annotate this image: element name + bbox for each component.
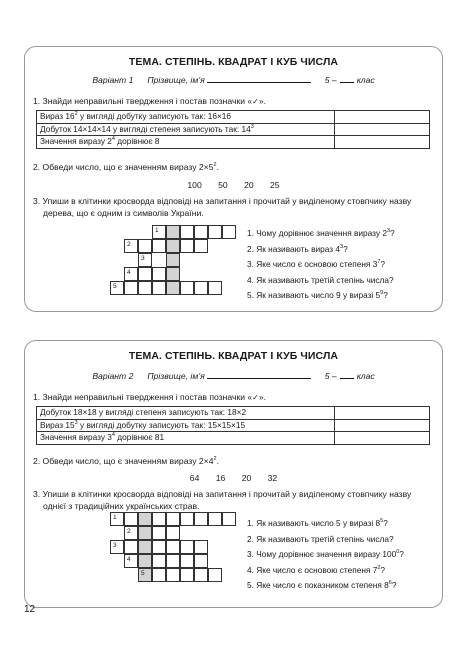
worksheet-variant-2 bbox=[24, 340, 443, 608]
crossword-cell[interactable] bbox=[194, 568, 208, 582]
crossword-cell[interactable] bbox=[180, 512, 194, 526]
crossword-questions bbox=[247, 227, 395, 305]
worksheet-title: ТЕМА. СТЕПІНЬ. КВАДРАТ І КУБ ЧИСЛА bbox=[128, 56, 339, 68]
surname-label: Прізвище, ім’я bbox=[147, 371, 205, 381]
mark-cell[interactable] bbox=[335, 136, 430, 149]
surname-field[interactable] bbox=[207, 370, 311, 379]
grade-suffix: клас bbox=[356, 371, 375, 381]
crossword-question: 2. Як називають третій степінь числа? bbox=[247, 533, 394, 544]
crossword-question: 3. Чому дорівнює значення виразу $100^0$? bbox=[247, 549, 404, 559]
crossword-highlight-cell[interactable] bbox=[166, 239, 180, 253]
crossword-highlight-cell[interactable] bbox=[166, 267, 180, 281]
question-1: 1. Знайди неправильні твердження і постав позначки «✓». bbox=[33, 392, 267, 402]
mark-cell[interactable] bbox=[335, 419, 430, 432]
crossword-cell[interactable] bbox=[138, 281, 152, 295]
crossword-cell[interactable] bbox=[152, 281, 166, 295]
mark-cell[interactable] bbox=[335, 432, 430, 445]
grade-suffix: клас bbox=[356, 75, 375, 85]
statements-table bbox=[36, 406, 430, 445]
crossword-cell[interactable] bbox=[152, 554, 166, 568]
crossword-cell[interactable] bbox=[166, 526, 180, 540]
crossword-cell[interactable]: 2 bbox=[124, 239, 138, 253]
crossword-cell[interactable]: 5 bbox=[110, 281, 124, 295]
crossword-cell[interactable] bbox=[166, 512, 180, 526]
crossword-highlight-cell[interactable] bbox=[138, 526, 152, 540]
crossword-cell[interactable] bbox=[180, 568, 194, 582]
crossword-cell[interactable] bbox=[152, 540, 166, 554]
crossword-cell[interactable] bbox=[208, 568, 222, 582]
crossword-cell[interactable] bbox=[124, 512, 138, 526]
variant-line bbox=[25, 370, 442, 381]
crossword-cell[interactable]: 1 bbox=[152, 225, 166, 239]
crossword-cell[interactable] bbox=[208, 225, 222, 239]
grade-field[interactable] bbox=[340, 74, 354, 83]
crossword-cell[interactable] bbox=[152, 267, 166, 281]
worksheet-title: ТЕМА. СТЕПІНЬ. КВАДРАТ І КУБ ЧИСЛА bbox=[128, 350, 339, 362]
crossword-question: 4. Як називають третій степінь числа? bbox=[247, 274, 394, 285]
page-number: 12 bbox=[24, 604, 36, 615]
crossword-cell[interactable] bbox=[180, 554, 194, 568]
crossword-cell[interactable] bbox=[138, 267, 152, 281]
mark-cell[interactable] bbox=[335, 407, 430, 420]
check-icon: ✓ bbox=[252, 393, 259, 402]
statement-text: Добуток 18×18 у вигляді степеня записують так: 18×2 bbox=[37, 407, 335, 420]
statement-text: Вираз $16^2$ у вигляді добутку записують так: 16×16 bbox=[37, 111, 335, 124]
table-row bbox=[37, 136, 430, 149]
crossword-question: 5. Яке число є показником степеня $8^6$? bbox=[247, 580, 397, 590]
statement-text: Значення виразу $2^4$ дорівнює 8 bbox=[37, 136, 335, 149]
crossword-cell[interactable] bbox=[208, 281, 222, 295]
statements-table bbox=[36, 110, 430, 149]
table-row bbox=[37, 432, 430, 445]
crossword-highlight-cell[interactable] bbox=[138, 554, 152, 568]
question-2: 2. Обведи число, що є значенням виразу $2\times 4^2$. bbox=[33, 456, 219, 466]
answer-options[interactable]: 64 16 20 32 bbox=[189, 473, 278, 483]
crossword-cell[interactable] bbox=[194, 512, 208, 526]
crossword-cell[interactable]: 4 bbox=[124, 554, 138, 568]
crossword-cell[interactable] bbox=[152, 512, 166, 526]
mark-cell[interactable] bbox=[335, 111, 430, 124]
crossword-highlight-cell[interactable] bbox=[166, 253, 180, 267]
surname-label: Прізвище, ім’я bbox=[147, 75, 205, 85]
check-icon: ✓ bbox=[252, 97, 259, 106]
crossword-question: 2. Як називають вираз $4^3$? bbox=[247, 243, 348, 254]
crossword-cell[interactable] bbox=[166, 568, 180, 582]
crossword-cell[interactable]: 1 bbox=[110, 512, 124, 526]
crossword-cell[interactable] bbox=[194, 554, 208, 568]
crossword-cell[interactable] bbox=[138, 239, 152, 253]
table-row bbox=[37, 407, 430, 420]
crossword-highlight-cell[interactable] bbox=[166, 281, 180, 295]
crossword-cell[interactable] bbox=[222, 512, 236, 526]
crossword-cell[interactable] bbox=[124, 540, 138, 554]
crossword-highlight-cell[interactable] bbox=[166, 225, 180, 239]
crossword-cell[interactable]: 2 bbox=[124, 526, 138, 540]
surname-field[interactable] bbox=[207, 74, 311, 83]
question-3: 3. Упиши в клітинки кросворда відповіді на запитання і прочитай у виділеному стовпчику назву дерева, що є одним із символів України. bbox=[33, 196, 412, 218]
question-3: 3. Упиши в клітинки кросворда відповіді на запитання і прочитай у виділеному стовпчику назву однієї з традиційних українських страв. bbox=[33, 489, 412, 511]
table-row bbox=[37, 111, 430, 124]
worksheet-variant-1 bbox=[24, 46, 443, 312]
crossword-cell[interactable] bbox=[194, 225, 208, 239]
crossword-question: 4. Яке число є основою степеня $7^2$? bbox=[247, 564, 386, 575]
crossword-cell[interactable] bbox=[124, 281, 138, 295]
crossword-cell[interactable] bbox=[194, 540, 208, 554]
crossword-question: 5. Як називають число 9 у виразі $5^9$? bbox=[247, 290, 388, 300]
crossword-question: 3. Яке число є основою степеня $3^7$? bbox=[247, 259, 386, 269]
variant-label: Варіант 2 bbox=[92, 371, 134, 381]
crossword-cell[interactable] bbox=[166, 540, 180, 554]
crossword-cell[interactable] bbox=[194, 239, 208, 253]
crossword-cell[interactable] bbox=[152, 526, 166, 540]
crossword-cell[interactable] bbox=[180, 225, 194, 239]
crossword-highlight-cell[interactable]: 5 bbox=[138, 568, 152, 582]
table-row bbox=[37, 419, 430, 432]
statement-text: Значення виразу $3^4$ дорівнює 81 bbox=[37, 432, 335, 445]
crossword-cell[interactable] bbox=[194, 281, 208, 295]
crossword-highlight-cell[interactable] bbox=[138, 540, 152, 554]
crossword-cell[interactable] bbox=[180, 239, 194, 253]
crossword-questions bbox=[247, 517, 404, 595]
crossword-cell[interactable] bbox=[166, 554, 180, 568]
crossword-cell[interactable] bbox=[222, 225, 236, 239]
question-1: 1. Знайди неправильні твердження і постав позначки «✓». bbox=[33, 96, 267, 106]
crossword-cell[interactable] bbox=[208, 512, 222, 526]
grade-prefix: 5 – bbox=[324, 371, 337, 381]
grade-field[interactable] bbox=[340, 370, 354, 379]
crossword-cell[interactable] bbox=[180, 281, 194, 295]
table-row bbox=[37, 123, 430, 136]
statement-text: Вираз $15^3$ у вигляді добутку записують так: 15×15×15 bbox=[37, 419, 335, 432]
question-2: 2. Обведи число, що є значенням виразу $2\times 5^2$. bbox=[33, 162, 219, 172]
crossword-highlight-cell[interactable] bbox=[138, 512, 152, 526]
crossword-cell[interactable]: 4 bbox=[124, 267, 138, 281]
variant-line bbox=[25, 74, 442, 85]
crossword-cell[interactable] bbox=[180, 540, 194, 554]
statement-text: Добуток 14×14×14 у вигляді степеня записують так: $14^3$ bbox=[37, 123, 335, 136]
crossword-cell[interactable]: 3 bbox=[138, 253, 152, 267]
crossword-cell[interactable] bbox=[152, 568, 166, 582]
mark-cell[interactable] bbox=[335, 123, 430, 136]
crossword-cell[interactable] bbox=[152, 239, 166, 253]
variant-label: Варіант 1 bbox=[92, 75, 134, 85]
grade-prefix: 5 – bbox=[324, 75, 337, 85]
crossword-question: 1. Як називають число 5 у виразі $8^5$? bbox=[247, 518, 388, 528]
crossword-cell[interactable]: 3 bbox=[110, 540, 124, 554]
answer-options[interactable]: 100 50 20 25 bbox=[187, 180, 280, 190]
crossword-question: 1. Чому дорівнює значення виразу $2^3$? bbox=[247, 228, 395, 238]
